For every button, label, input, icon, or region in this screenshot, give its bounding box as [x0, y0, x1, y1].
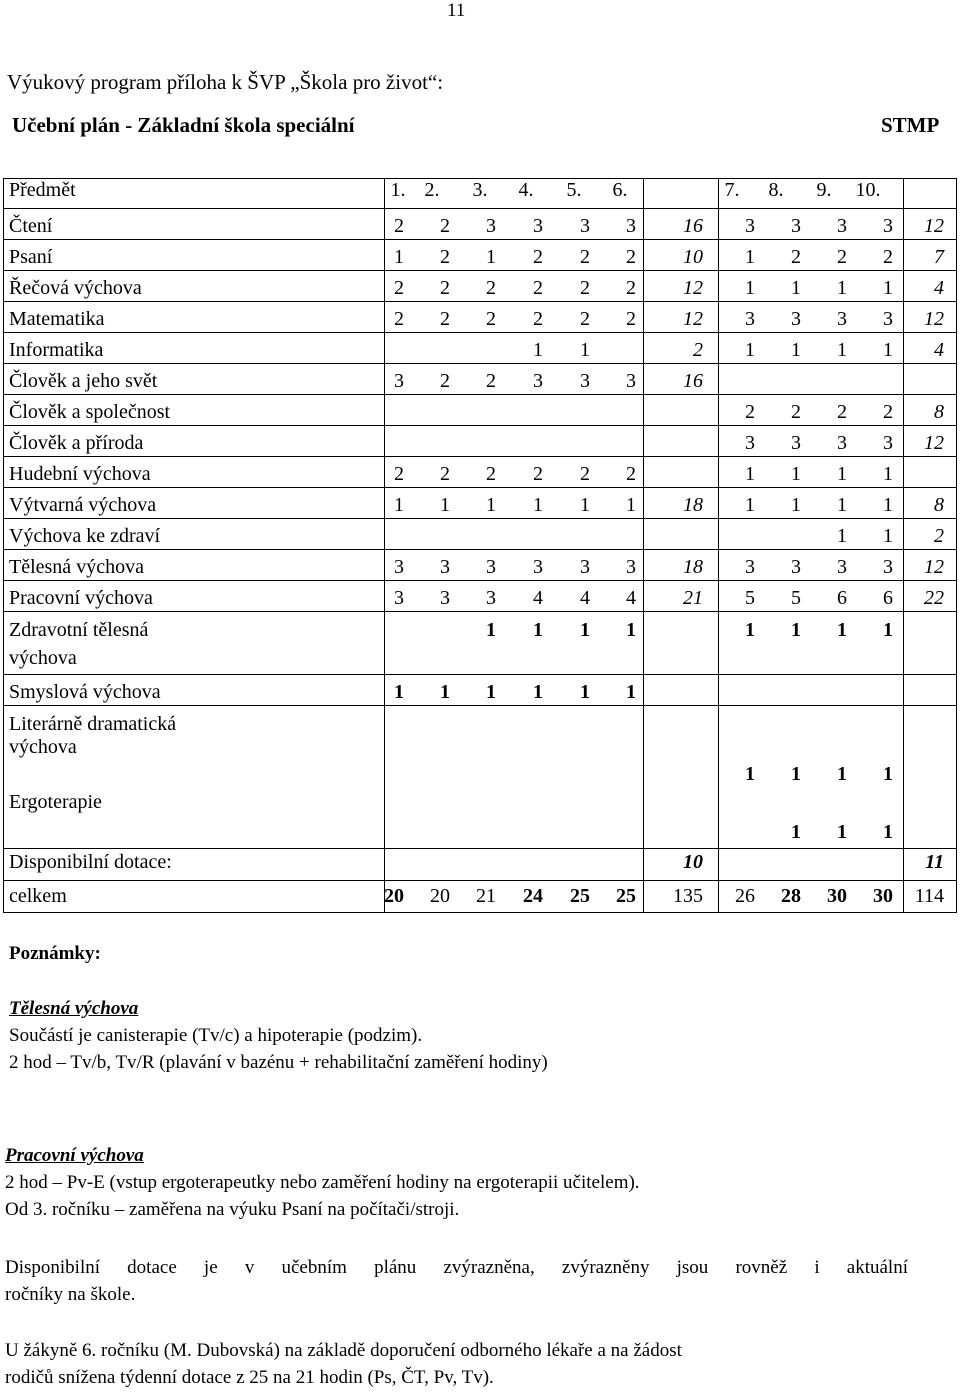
table-cell: 1: [580, 681, 590, 703]
table-cell: 3: [791, 556, 801, 578]
table-cell: 4: [626, 587, 636, 609]
page-number: 11: [447, 0, 466, 21]
table-cell: 22: [924, 587, 944, 609]
table-cell: 1: [837, 494, 847, 516]
header-grade: 10.: [855, 179, 881, 201]
row-label: Výchova ke zdraví: [9, 525, 161, 547]
row-label: Smyslová výchova: [9, 681, 161, 703]
table-cell: 2: [440, 370, 450, 392]
tv-note-title: Tělesná výchova: [9, 998, 139, 1019]
table-cell: 3: [837, 308, 847, 330]
row-label: celkem: [9, 885, 67, 907]
table-hline: [3, 332, 956, 333]
table-cell: 3: [883, 432, 893, 454]
table-cell: 135: [673, 885, 703, 907]
table-vline: [384, 178, 385, 913]
table-cell: 3: [394, 370, 404, 392]
table-cell: 2: [440, 463, 450, 485]
table-cell: 1: [837, 821, 847, 843]
table-cell: 2: [533, 246, 543, 268]
table-cell: 3: [626, 556, 636, 578]
table-cell: 1: [440, 494, 450, 516]
table-cell: 2: [626, 463, 636, 485]
table-cell: 2: [394, 308, 404, 330]
table-cell: 2: [533, 463, 543, 485]
table-cell: 3: [486, 587, 496, 609]
header-grade: 6.: [612, 179, 628, 201]
document-title: Výukový program příloha k ŠVP „Škola pro život“:: [7, 70, 444, 94]
pv-note-line2: Od 3. ročníku – zaměřena na výuku Psaní na počítači/stroji.: [5, 1199, 460, 1220]
table-cell: 21: [476, 885, 496, 907]
table-cell: 1: [883, 494, 893, 516]
table-cell: 3: [486, 215, 496, 237]
table-cell: 1: [486, 681, 496, 703]
table-cell: 2: [394, 277, 404, 299]
table-cell: 6: [837, 587, 847, 609]
table-cell: 1: [791, 463, 801, 485]
header-grade: 3.: [472, 179, 488, 201]
table-cell: 1: [486, 246, 496, 268]
table-cell: 3: [580, 556, 590, 578]
table-cell: 12: [924, 308, 944, 330]
pv-note-line1: 2 hod – Pv-E (vstup ergoterapeutky nebo zaměření hodiny na ergoterapii učitelem).: [5, 1172, 640, 1193]
table-cell: 1: [533, 494, 543, 516]
table-cell: 2: [580, 277, 590, 299]
table-cell: 1: [791, 763, 801, 785]
table-cell: 2: [580, 463, 590, 485]
table-cell: 1: [533, 339, 543, 361]
table-cell: 2: [693, 339, 703, 361]
table-cell: 3: [394, 587, 404, 609]
table-cell: 8: [934, 494, 944, 516]
table-cell: 18: [683, 556, 703, 578]
row-label: Tělesná výchova: [9, 556, 144, 578]
table-cell: 1: [883, 277, 893, 299]
table-cell: 2: [883, 401, 893, 423]
table-cell: 2: [394, 215, 404, 237]
table-cell: 1: [626, 494, 636, 516]
table-cell: 26: [735, 885, 755, 907]
table-cell: 11: [925, 851, 944, 873]
tv-note-line1: Součástí je canisterapie (Tv/c) a hipoterapie (podzim).: [9, 1025, 423, 1046]
table-cell: 1: [580, 339, 590, 361]
table-cell: 2: [486, 277, 496, 299]
row-label: Pracovní výchova: [9, 587, 153, 609]
table-cell: 1: [486, 494, 496, 516]
row-label: Psaní: [9, 246, 53, 268]
table-cell: 18: [683, 494, 703, 516]
table-cell: 3: [626, 370, 636, 392]
row-label: Člověk a jeho svět: [9, 370, 158, 392]
table-cell: 30: [827, 885, 847, 907]
table-cell: 2: [486, 308, 496, 330]
row-label: Výtvarná výchova: [9, 494, 157, 516]
table-cell: 1: [626, 681, 636, 703]
table-cell: 1: [533, 619, 543, 641]
table-cell: 3: [837, 215, 847, 237]
table-cell: 2: [533, 308, 543, 330]
table-cell: 20: [430, 885, 450, 907]
table-cell: 3: [745, 432, 755, 454]
table-hline: [3, 487, 956, 488]
table-cell: 1: [745, 619, 755, 641]
table-hline: [3, 208, 956, 209]
table-cell: 12: [924, 215, 944, 237]
row-label-cont: výchova: [9, 647, 77, 669]
row-label: Literárně dramatická: [9, 713, 177, 735]
row-label: Člověk a společnost: [9, 401, 171, 423]
table-cell: 4: [533, 587, 543, 609]
table-cell: 3: [745, 308, 755, 330]
table-hline: [3, 705, 956, 706]
table-cell: 1: [580, 494, 590, 516]
stmp-label: STMP: [881, 113, 940, 137]
table-cell: 1: [791, 821, 801, 843]
table-cell: 20: [384, 885, 404, 907]
header-grade: 7.: [724, 179, 740, 201]
table-cell: 2: [837, 246, 847, 268]
table-cell: 114: [914, 885, 944, 907]
table-cell: 2: [440, 215, 450, 237]
row-label: Hudební výchova: [9, 463, 151, 485]
row-label: Informatika: [9, 339, 104, 361]
row-label: Matematika: [9, 308, 105, 330]
header-grade: 9.: [816, 179, 832, 201]
dd-note-line1: Disponibilní dotace je v učebním plánu zvýrazněna, zvýrazněny jsou rovněž i aktuální: [5, 1257, 908, 1278]
table-cell: 1: [837, 463, 847, 485]
table-cell: 1: [394, 494, 404, 516]
table-cell: 3: [533, 370, 543, 392]
table-cell: 1: [745, 246, 755, 268]
table-cell: 2: [394, 463, 404, 485]
table-cell: 2: [791, 401, 801, 423]
table-cell: 2: [626, 308, 636, 330]
row-label-cont: výchova: [9, 736, 77, 758]
table-cell: 3: [791, 308, 801, 330]
table-cell: 2: [626, 246, 636, 268]
table-cell: 1: [883, 463, 893, 485]
table-cell: 2: [745, 401, 755, 423]
table-cell: 21: [683, 587, 703, 609]
row-label: Řečová výchova: [9, 277, 142, 299]
table-cell: 3: [626, 215, 636, 237]
notes-heading: Poznámky:: [9, 943, 101, 964]
table-vline: [903, 178, 904, 913]
table-vline: [718, 178, 719, 913]
table-cell: 10: [683, 246, 703, 268]
table-cell: 3: [837, 556, 847, 578]
table-cell: 3: [883, 556, 893, 578]
table-cell: 4: [580, 587, 590, 609]
table-cell: 3: [791, 215, 801, 237]
row-label: Zdravotní tělesná: [9, 619, 149, 641]
table-cell: 24: [523, 885, 543, 907]
table-cell: 5: [745, 587, 755, 609]
header-subject: Předmět: [9, 179, 76, 201]
table-cell: 1: [791, 494, 801, 516]
table-cell: 1: [394, 246, 404, 268]
table-cell: 3: [580, 215, 590, 237]
table-cell: 1: [626, 619, 636, 641]
table-cell: 2: [486, 463, 496, 485]
row-label: Člověk a příroda: [9, 432, 144, 454]
table-cell: 1: [883, 525, 893, 547]
table-cell: 2: [440, 246, 450, 268]
table-cell: 1: [486, 619, 496, 641]
table-cell: 1: [394, 681, 404, 703]
table-cell: 1: [837, 339, 847, 361]
table-hline: [3, 912, 956, 913]
table-vline: [956, 178, 957, 913]
table-vline: [3, 178, 4, 913]
table-cell: 1: [580, 619, 590, 641]
table-cell: 1: [745, 339, 755, 361]
table-cell: 2: [440, 277, 450, 299]
table-cell: 28: [781, 885, 801, 907]
table-cell: 3: [883, 215, 893, 237]
header-grade: 2.: [424, 179, 440, 201]
table-cell: 2: [791, 246, 801, 268]
table-cell: 3: [533, 215, 543, 237]
table-cell: 1: [791, 339, 801, 361]
table-cell: 2: [486, 370, 496, 392]
table-cell: 2: [580, 308, 590, 330]
student-note-line2: rodičů snížena týdenní dotace z 25 na 21 hodin (Ps, ČT, Pv, Tv).: [5, 1367, 494, 1388]
table-hline: [3, 178, 956, 179]
table-cell: 12: [683, 308, 703, 330]
table-cell: 25: [570, 885, 590, 907]
table-cell: 1: [883, 339, 893, 361]
table-cell: 30: [873, 885, 893, 907]
table-cell: 3: [394, 556, 404, 578]
table-cell: 2: [440, 308, 450, 330]
table-cell: 3: [580, 370, 590, 392]
table-hline: [3, 394, 956, 395]
table-cell: 3: [486, 556, 496, 578]
table-cell: 5: [791, 587, 801, 609]
table-cell: 6: [883, 587, 893, 609]
table-cell: 1: [791, 277, 801, 299]
table-cell: 25: [616, 885, 636, 907]
header-grade: 5.: [566, 179, 582, 201]
table-hline: [3, 549, 956, 550]
table-cell: 2: [837, 401, 847, 423]
table-hline: [3, 270, 956, 271]
table-cell: 2: [533, 277, 543, 299]
table-cell: 1: [837, 525, 847, 547]
table-cell: 4: [934, 339, 944, 361]
table-cell: 7: [934, 246, 944, 268]
table-cell: 16: [683, 215, 703, 237]
table-hline: [3, 456, 956, 457]
table-cell: 1: [837, 763, 847, 785]
table-cell: 2: [883, 246, 893, 268]
header-grade: 1.: [390, 179, 406, 201]
header-grade: 8.: [768, 179, 784, 201]
table-cell: 3: [745, 215, 755, 237]
table-cell: 1: [837, 277, 847, 299]
table-cell: 1: [837, 619, 847, 641]
table-cell: 1: [791, 619, 801, 641]
table-hline: [3, 848, 956, 849]
table-hline: [3, 301, 956, 302]
table-cell: 1: [745, 277, 755, 299]
table-cell: 12: [924, 432, 944, 454]
table-cell: 3: [440, 556, 450, 578]
table-cell: 3: [745, 556, 755, 578]
tv-note-line2: 2 hod – Tv/b, Tv/R (plavání v bazénu + rehabilitační zaměření hodiny): [9, 1052, 548, 1073]
plan-subtitle: Učební plán - Základní škola speciální: [12, 113, 355, 137]
table-hline: [3, 580, 956, 581]
table-cell: 12: [683, 277, 703, 299]
dd-note-line2: ročníky na škole.: [5, 1284, 136, 1305]
table-hline: [3, 363, 956, 364]
row-label: Ergoterapie: [9, 791, 102, 813]
row-label: Disponibilní dotace:: [9, 851, 172, 873]
table-cell: 1: [883, 763, 893, 785]
table-cell: 1: [883, 619, 893, 641]
table-cell: 1: [745, 463, 755, 485]
table-cell: 1: [745, 763, 755, 785]
table-cell: 3: [883, 308, 893, 330]
table-cell: 3: [440, 587, 450, 609]
table-cell: 16: [683, 370, 703, 392]
table-cell: 4: [934, 277, 944, 299]
table-hline: [3, 239, 956, 240]
table-hline: [3, 518, 956, 519]
table-cell: 2: [626, 277, 636, 299]
table-cell: 12: [924, 556, 944, 578]
table-vline: [643, 178, 644, 913]
table-hline: [3, 880, 956, 881]
table-cell: 3: [791, 432, 801, 454]
table-cell: 1: [533, 681, 543, 703]
header-grade: 4.: [518, 179, 534, 201]
table-cell: 10: [683, 851, 703, 873]
table-cell: 2: [580, 246, 590, 268]
table-cell: 1: [883, 821, 893, 843]
table-hline: [3, 611, 956, 612]
table-cell: 1: [745, 494, 755, 516]
table-cell: 3: [837, 432, 847, 454]
table-cell: 1: [440, 681, 450, 703]
table-cell: 2: [934, 525, 944, 547]
table-cell: 8: [934, 401, 944, 423]
table-hline: [3, 425, 956, 426]
student-note-line1: U žákyně 6. ročníku (M. Dubovská) na základě doporučení odborného lékaře a na žádost: [5, 1340, 682, 1361]
row-label: Čtení: [9, 215, 53, 237]
table-cell: 3: [533, 556, 543, 578]
table-hline: [3, 674, 956, 675]
pv-note-title: Pracovní výchova: [5, 1145, 144, 1166]
